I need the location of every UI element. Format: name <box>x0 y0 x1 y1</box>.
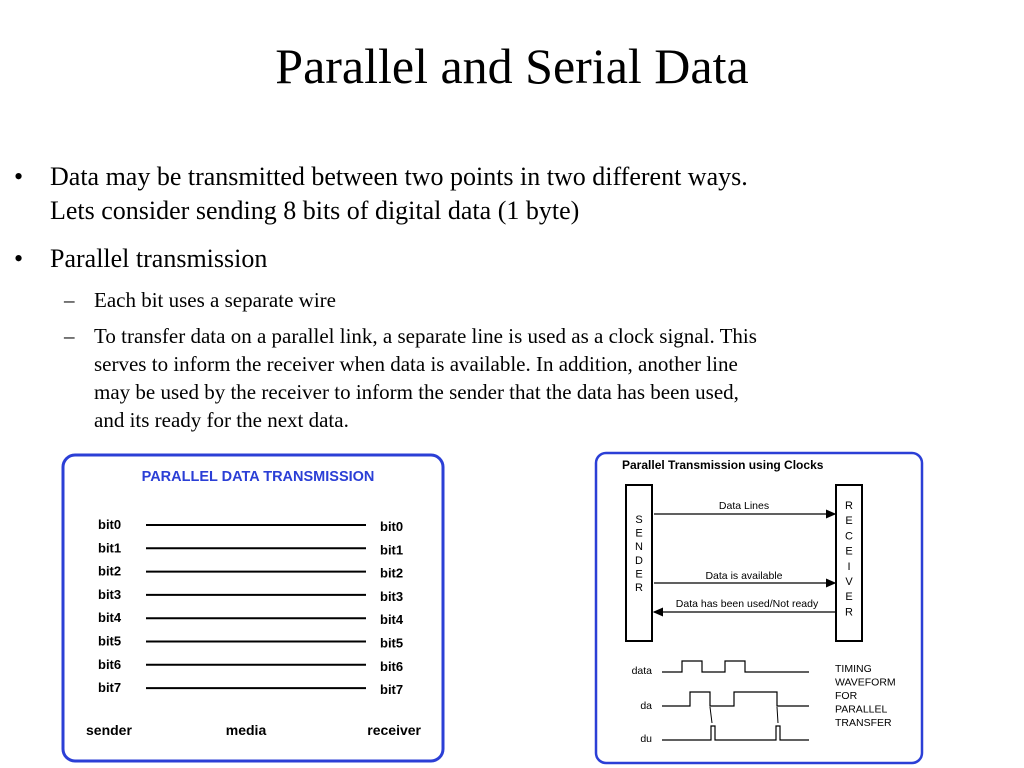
bullet-mark: • <box>14 244 24 273</box>
sub-line: To transfer data on a parallel link, a separate line is used as a clock signal. This <box>94 324 757 348</box>
sub-line: Each bit uses a separate wire <box>94 288 336 312</box>
receiver-letter: R <box>845 606 853 619</box>
sender-label: sender <box>86 722 132 738</box>
slide-title: Parallel and Serial Data <box>275 38 749 94</box>
data-available-label: Data is available <box>705 570 783 582</box>
dash-mark: – <box>64 288 75 312</box>
bit-label-receiver: bit2 <box>380 565 404 581</box>
media-label: media <box>225 722 267 738</box>
caption-line: FOR <box>835 690 858 702</box>
bullet-line: Data may be transmitted between two points in two different ways. <box>50 162 748 191</box>
signal-label-da: da <box>640 700 652 712</box>
sender-letter: E <box>635 527 643 540</box>
signal-label-du: du <box>640 733 652 745</box>
clock-transmission-figure <box>594 451 926 767</box>
bit-label-sender: bit5 <box>98 633 122 649</box>
bit-label-sender: bit1 <box>98 540 122 556</box>
sub-text <box>94 322 757 434</box>
caption-line: TRANSFER <box>835 717 892 729</box>
sub-line: may be used by the receiver to inform the sender that the data has been used, <box>94 380 739 404</box>
receiver-letter: I <box>847 560 851 573</box>
signal-label-data: data <box>631 665 652 677</box>
bullet-text <box>50 242 267 276</box>
bit-label-sender: bit4 <box>98 610 122 626</box>
bit-label-sender: bit3 <box>98 586 122 602</box>
bit-label-sender: bit2 <box>98 563 122 579</box>
sub-line: serves to inform the receiver when data is available. In addition, another line <box>94 352 738 376</box>
bit-label-receiver: bit4 <box>380 612 404 628</box>
receiver-letter: C <box>845 530 853 543</box>
bullet-text <box>50 160 748 228</box>
bit-label-receiver: bit7 <box>380 682 404 698</box>
receiver-letter: E <box>845 515 853 528</box>
sub-text <box>94 286 336 314</box>
bit-label-receiver: bit0 <box>380 519 404 534</box>
data-used-label: Data has been used/Not ready <box>675 598 819 610</box>
dash-mark: – <box>64 324 75 348</box>
sub-line: and its ready for the next data. <box>94 408 349 432</box>
bit-label-receiver: bit1 <box>380 542 404 558</box>
bit-label-sender: bit6 <box>98 656 122 672</box>
receiver-letter: R <box>845 500 853 512</box>
parallel-transmission-figure <box>60 452 446 764</box>
bit-label-receiver: bit5 <box>380 635 404 651</box>
caption-line: PARALLEL <box>835 703 888 716</box>
figure-border <box>63 455 443 761</box>
bit-label-sender: bit7 <box>98 680 122 696</box>
figure-title: Parallel Transmission using Clocks <box>622 458 824 472</box>
sender-letter: R <box>635 582 643 594</box>
bit-label-receiver: bit6 <box>380 658 404 674</box>
bit-label-receiver: bit3 <box>380 588 404 604</box>
receiver-letter: E <box>845 591 853 604</box>
bullet-mark: • <box>14 162 24 191</box>
bullet-line: Lets consider sending 8 bits of digital data (1 byte) <box>50 196 580 225</box>
receiver-label: receiver <box>367 722 421 738</box>
bullet-line: Parallel transmission <box>50 244 268 273</box>
caption-line: WAVEFORM <box>835 676 896 689</box>
sender-letter: D <box>635 554 643 567</box>
figure-title: PARALLEL DATA TRANSMISSION <box>141 469 375 485</box>
receiver-letter: V <box>845 576 853 588</box>
sender-letter: N <box>635 541 643 554</box>
sender-letter: E <box>635 568 643 581</box>
sender-letter: S <box>635 514 643 526</box>
receiver-letter: E <box>845 545 853 558</box>
data-lines-label: Data Lines <box>718 500 770 512</box>
caption-line: TIMING <box>835 663 872 675</box>
bit-label-sender: bit0 <box>98 517 122 532</box>
